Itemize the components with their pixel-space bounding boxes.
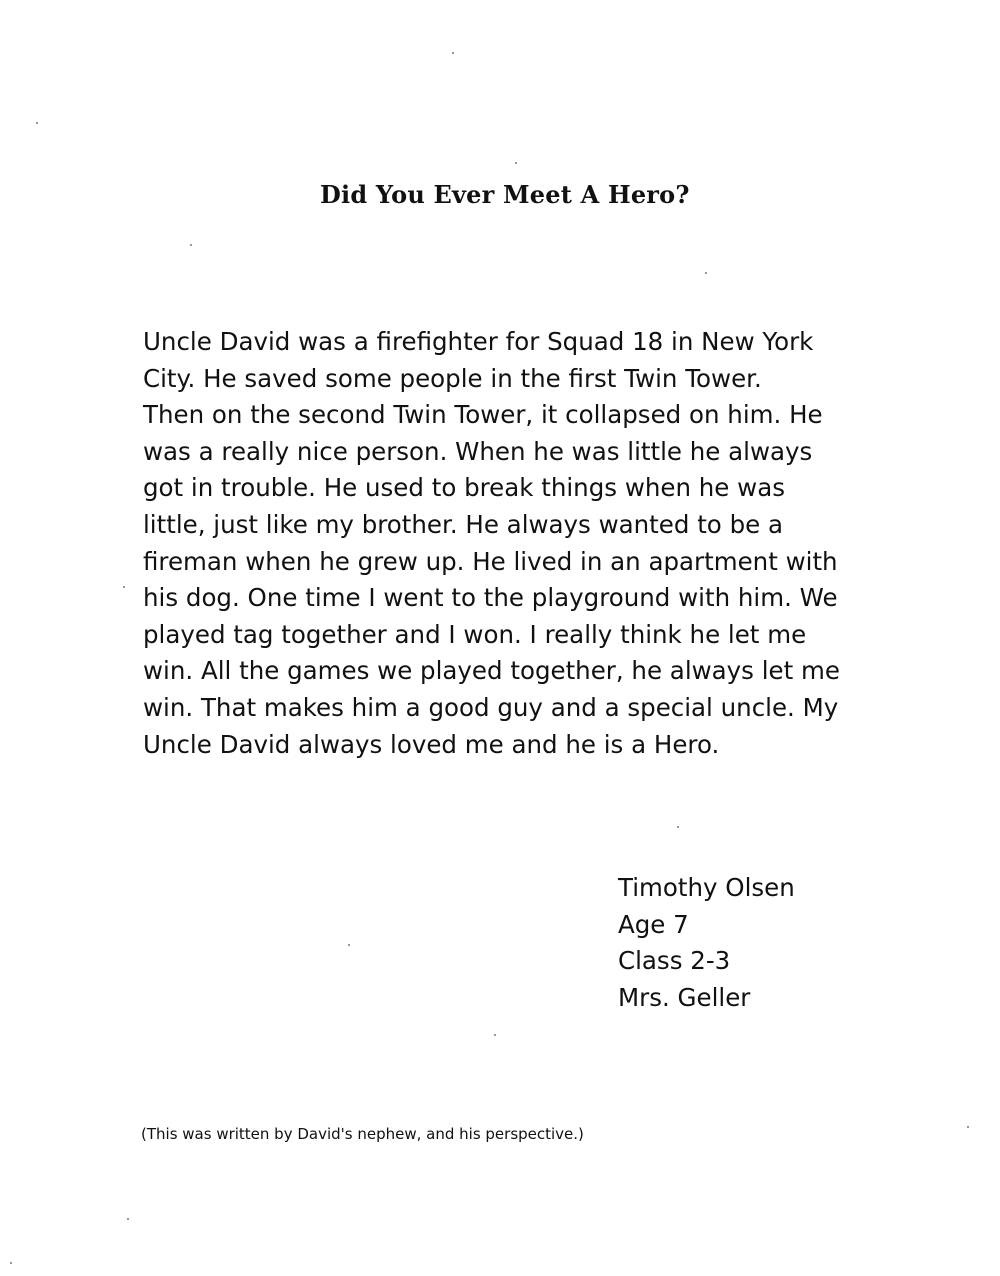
author-class: Class 2-3 (618, 946, 731, 976)
essay-line: little, just like my brother. He always wanted to be a (143, 509, 784, 539)
scan-speck (677, 826, 679, 828)
scan-speck (515, 162, 517, 164)
essay-line: was a really nice person. When he was little he always (143, 436, 813, 466)
essay-line: Then on the second Twin Tower, it collapsed on him. He (143, 400, 823, 430)
scan-speck (123, 586, 125, 588)
scan-speck (705, 272, 707, 274)
author-signature-block (618, 870, 795, 1016)
scan-speck (494, 1034, 496, 1036)
scan-speck (452, 52, 454, 54)
essay-line: win. That makes him a good guy and a special uncle. My (143, 692, 839, 722)
page-title: Did You Ever Meet A Hero? (320, 180, 690, 209)
scan-speck (10, 1262, 12, 1264)
essay-line: win. All the games we played together, he always let me (143, 656, 840, 686)
essay-line: played tag together and I won. I really think he let me (143, 619, 807, 649)
essay-line: fireman when he grew up. He lived in an apartment with (143, 546, 838, 576)
scan-speck (348, 944, 350, 946)
essay-line: Uncle David always loved me and he is a Hero. (143, 729, 720, 759)
author-teacher: Mrs. Geller (618, 982, 751, 1012)
essay-line: City. He saved some people in the first Twin Tower. (143, 363, 762, 393)
author-name: Timothy Olsen (618, 873, 795, 902)
author-age: Age 7 (618, 909, 689, 939)
scan-speck (127, 1218, 129, 1220)
footnote: (This was written by David's nephew, and his perspective.) (141, 1125, 584, 1143)
essay-line: his dog. One time I went to the playground with him. We (143, 583, 838, 613)
scan-speck (36, 122, 38, 124)
scan-speck (190, 244, 192, 246)
essay-line: Uncle David was a firefighter for Squad 18 in New York (143, 327, 814, 356)
essay-line: got in trouble. He used to break things when he was (143, 473, 785, 503)
scan-speck (967, 1126, 969, 1128)
essay-body (143, 324, 863, 763)
